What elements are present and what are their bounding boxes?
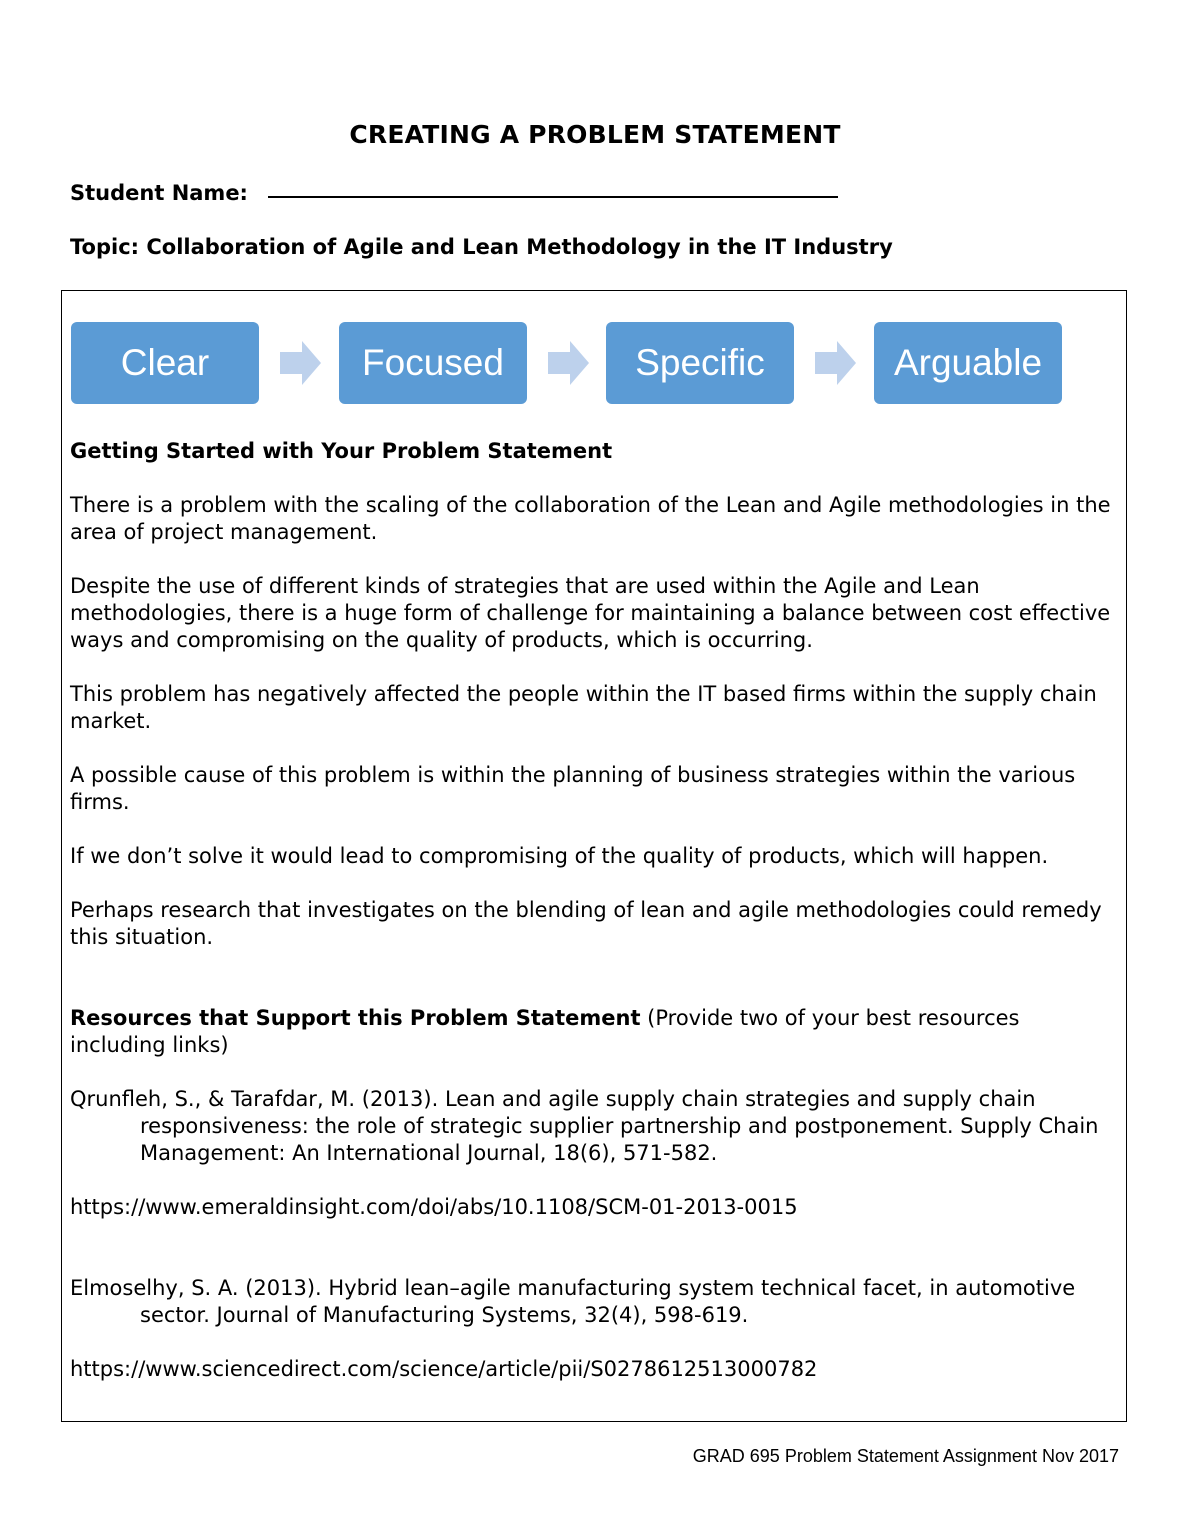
student-name-row xyxy=(70,181,838,205)
section-heading-resources xyxy=(70,1005,1120,1059)
topic-line: Topic: Collaboration of Agile and Lean Methodology in the IT Industry xyxy=(70,235,893,259)
reference-citation: Elmoselhy, S. A. (2013). Hybrid lean–agile manufacturing system technical facet, in automotive sector. Journal of Manufacturing Systems, 32(4), 598-619. xyxy=(70,1276,1076,1327)
step-clear: Clear xyxy=(71,322,259,404)
step-specific: Specific xyxy=(606,322,794,404)
page-title: CREATING A PROBLEM STATEMENT xyxy=(349,120,841,149)
reference-link[interactable]: https://www.emeraldinsight.com/doi/abs/10.1108/SCM-01-2013-0015 xyxy=(70,1195,798,1219)
paragraph-affected: This problem has negatively affected the people within the IT based firms within the supply chain market. xyxy=(70,682,1097,733)
paragraph-problem: There is a problem with the scaling of the collaboration of the Lean and Agile methodologies in the area of project management. xyxy=(70,493,1111,544)
arrow-right-icon xyxy=(815,341,856,385)
reference-citation: Qrunfleh, S., & Tarafdar, M. (2013). Lean and agile supply chain strategies and supply chain responsiveness: the role of strategic supplier partnership and postponement. Supply Chain Management: An International Journal, 18(6), 571-582. xyxy=(70,1087,1099,1165)
reference-link[interactable]: https://www.sciencedirect.com/science/article/pii/S0278612513000782 xyxy=(70,1357,818,1381)
paragraph-despite: Despite the use of different kinds of strategies that are used within the Agile and Lean methodologies, there is a huge form of challenge for maintaining a balance between cost effective ways and compromising on the quality of products, which is occurring. xyxy=(70,574,1111,652)
arrow-right-icon xyxy=(548,341,589,385)
footer-text: GRAD 695 Problem Statement Assignment Nov 2017 xyxy=(692,1446,1119,1466)
paragraph-cause: A possible cause of this problem is within the planning of business strategies within the various firms. xyxy=(70,763,1076,814)
resources-heading-text: Resources that Support this Problem Statement xyxy=(70,1006,641,1030)
resources-heading-note: (Provide two of your best resources including links) xyxy=(70,1006,1020,1057)
step-arguable: Arguable xyxy=(874,322,1062,404)
paragraph-consequence: If we don’t solve it would lead to compromising of the quality of products, which will happen. xyxy=(70,844,1049,868)
student-name-label: Student Name: xyxy=(70,181,248,205)
student-name-blank-line xyxy=(268,196,838,198)
arrow-right-icon xyxy=(280,341,321,385)
main-content xyxy=(70,438,1120,1410)
section-heading-getting-started: Getting Started with Your Problem Statement xyxy=(70,439,613,463)
paragraph-remedy: Perhaps research that investigates on the blending of lean and agile methodologies could remedy this situation. xyxy=(70,898,1102,949)
step-focused: Focused xyxy=(339,322,527,404)
